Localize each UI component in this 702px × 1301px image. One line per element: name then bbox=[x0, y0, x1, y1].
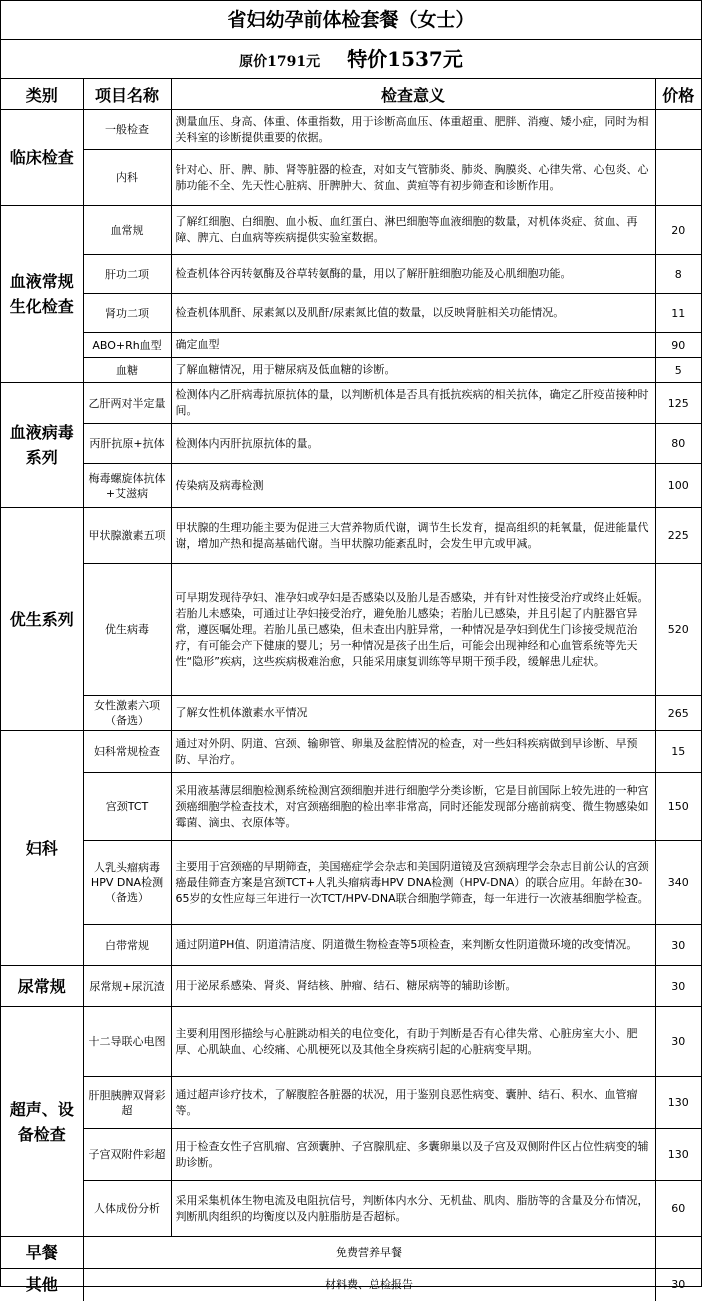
table-row bbox=[1, 925, 701, 966]
table-row bbox=[1, 841, 701, 925]
item-price: 340 bbox=[655, 841, 701, 925]
item-meaning: 了解女性机体激素水平情况 bbox=[171, 696, 655, 731]
table-row bbox=[1, 358, 701, 383]
category-breakfast: 早餐 bbox=[1, 1237, 83, 1269]
item-name: 优生病毒 bbox=[83, 564, 171, 696]
table-row bbox=[1, 1181, 701, 1237]
category-urine: 尿常规 bbox=[1, 966, 83, 1007]
item-name: 肾功二项 bbox=[83, 294, 171, 333]
category-gyn: 妇科 bbox=[1, 731, 83, 966]
item-price: 15 bbox=[655, 731, 701, 773]
item-price bbox=[655, 1237, 701, 1269]
item-name: 人体成份分析 bbox=[83, 1181, 171, 1237]
item-price: 100 bbox=[655, 464, 701, 508]
item-price: 20 bbox=[655, 206, 701, 255]
item-meaning: 确定血型 bbox=[171, 333, 655, 358]
item-meaning: 通过超声诊疗技术，了解腹腔各脏器的状况，用于鉴别良恶性病变、囊肿、结石、积水、血管瘤等。 bbox=[171, 1077, 655, 1129]
item-name: 血糖 bbox=[83, 358, 171, 383]
item-meaning: 采用液基薄层细胞检测系统检测宫颈细胞并进行细胞学分类诊断，它是目前国际上较先进的一种宫颈癌细胞学检查技术，对宫颈癌细胞的检出率非常高，同时还能发现部分癌前病变、微生物感染如霉菌、滴虫、衣原体等。 bbox=[171, 773, 655, 841]
item-meaning: 针对心、肝、脾、肺、肾等脏器的检查，对如支气管肺炎、肺炎、胸膜炎、心律失常、心包炎、心肺功能不全、先天性心脏病、肝脾肿大、贫血、黄疸等有初步筛查和诊断作用。 bbox=[171, 150, 655, 206]
item-meaning: 主要用于宫颈癌的早期筛查，美国癌症学会杂志和美国阴道镜及宫颈病理学会杂志目前公认的宫颈癌最佳筛查方案是宫颈TCT+人乳头瘤病毒HPV DNA检测（HPV-DNA）的联合应用。年龄在30-65岁的女性应每三年进行一次TCT/HPV-DNA联合细胞学筛查，每一年进行一次液基细胞学检查。 bbox=[171, 841, 655, 925]
item-price: 130 bbox=[655, 1129, 701, 1181]
item-name: 十二导联心电图 bbox=[83, 1007, 171, 1077]
item-price: 5 bbox=[655, 358, 701, 383]
price-line bbox=[1, 40, 701, 79]
item-name: 梅毒螺旋体抗体+艾滋病 bbox=[83, 464, 171, 508]
item-meaning: 了解红细胞、白细胞、血小板、血红蛋白、淋巴细胞等血液细胞的数量，对机体炎症、贫血、再障、脾亢、白血病等疾病提供实验室数据。 bbox=[171, 206, 655, 255]
item-price: 30 bbox=[655, 966, 701, 1007]
item-meaning: 通过阴道PH值、阴道清洁度、阴道微生物检查等5项检查，来判断女性阴道微环境的改变情况。 bbox=[171, 925, 655, 966]
table-row bbox=[1, 110, 701, 150]
item-name: 甲状腺激素五项 bbox=[83, 508, 171, 564]
item-meaning: 甲状腺的生理功能主要为促进三大营养物质代谢，调节生长发育，提高组织的耗氧量，促进能量代谢，增加产热和提高基础代谢。当甲状腺功能紊乱时，会发生甲亢或甲减。 bbox=[171, 508, 655, 564]
item-price: 30 bbox=[655, 1007, 701, 1077]
item-price bbox=[655, 110, 701, 150]
table-row bbox=[1, 333, 701, 358]
original-price: 原价1791元 bbox=[239, 54, 321, 70]
item-meaning: 检测体内丙肝抗原抗体的量。 bbox=[171, 424, 655, 464]
item-name: 一般检查 bbox=[83, 110, 171, 150]
table-row bbox=[1, 383, 701, 424]
header-price: 价格 bbox=[655, 79, 701, 110]
table-row bbox=[1, 508, 701, 564]
table-header-row bbox=[1, 79, 701, 110]
table-row bbox=[1, 150, 701, 206]
item-price: 90 bbox=[655, 333, 701, 358]
item-price: 125 bbox=[655, 383, 701, 424]
item-name: 妇科常规检查 bbox=[83, 731, 171, 773]
item-meaning: 采用采集机体生物电流及电阻抗信号，判断体内水分、无机盐、肌肉、脂肪等的含量及分布情况，判断肌肉组织的均衡度以及内脏脂肪是否超标。 bbox=[171, 1181, 655, 1237]
item-price: 30 bbox=[655, 925, 701, 966]
item-price: 11 bbox=[655, 294, 701, 333]
table-row bbox=[1, 564, 701, 696]
item-price: 520 bbox=[655, 564, 701, 696]
item-price bbox=[655, 150, 701, 206]
table-row bbox=[1, 1269, 701, 1301]
item-meaning: 测量血压、身高、体重、体重指数，用于诊断高血压、体重超重、肥胖、消瘦、矮小症，同时为相关科室的诊断提供重要的依据。 bbox=[171, 110, 655, 150]
item-price: 80 bbox=[655, 424, 701, 464]
category-other: 其他 bbox=[1, 1269, 83, 1301]
item-meaning: 检测体内乙肝病毒抗原抗体的量，以判断机体是否具有抵抗疾病的相关抗体，确定乙肝疫苗接种时间。 bbox=[171, 383, 655, 424]
item-price: 8 bbox=[655, 255, 701, 294]
item-meaning: 检查机体肌酐、尿素氮以及肌酐/尿素氮比值的数量，以反映肾脏相关功能情况。 bbox=[171, 294, 655, 333]
item-price: 225 bbox=[655, 508, 701, 564]
table-row bbox=[1, 1237, 701, 1269]
checkup-table bbox=[1, 79, 701, 1301]
item-name: 女性激素六项（备选） bbox=[83, 696, 171, 731]
table-row bbox=[1, 294, 701, 333]
item-price: 60 bbox=[655, 1181, 701, 1237]
special-price: 特价1537元 bbox=[347, 47, 463, 71]
header-category: 类别 bbox=[1, 79, 83, 110]
table-row bbox=[1, 1077, 701, 1129]
category-ultrasound: 超声、设备检查 bbox=[1, 1007, 83, 1237]
category-clinical: 临床检查 bbox=[1, 110, 83, 206]
table-row bbox=[1, 1129, 701, 1181]
item-name: ABO+Rh血型 bbox=[83, 333, 171, 358]
item-name: 白带常规 bbox=[83, 925, 171, 966]
item-meaning: 通过对外阴、阴道、宫颈、输卵管、卵巢及盆腔情况的检查，对一些妇科疾病做到早诊断、早预防、早治疗。 bbox=[171, 731, 655, 773]
item-name: 肝功二项 bbox=[83, 255, 171, 294]
item-name: 尿常规+尿沉渣 bbox=[83, 966, 171, 1007]
category-eugenic: 优生系列 bbox=[1, 508, 83, 731]
table-row bbox=[1, 424, 701, 464]
item-price: 130 bbox=[655, 1077, 701, 1129]
table-row bbox=[1, 464, 701, 508]
table-row bbox=[1, 255, 701, 294]
page-title: 省妇幼孕前体检套餐（女士） bbox=[1, 1, 701, 40]
item-price: 265 bbox=[655, 696, 701, 731]
item-meaning: 检查机体谷丙转氨酶及谷草转氨酶的量，用以了解肝脏细胞功能及心肌细胞功能。 bbox=[171, 255, 655, 294]
table-row bbox=[1, 966, 701, 1007]
item-name: 乙肝两对半定量 bbox=[83, 383, 171, 424]
item-name: 丙肝抗原+抗体 bbox=[83, 424, 171, 464]
item-price: 30 bbox=[655, 1269, 701, 1301]
header-item: 项目名称 bbox=[83, 79, 171, 110]
header-meaning: 检查意义 bbox=[171, 79, 655, 110]
item-meaning: 传染病及病毒检测 bbox=[171, 464, 655, 508]
table-row bbox=[1, 1007, 701, 1077]
item-name: 内科 bbox=[83, 150, 171, 206]
table-row bbox=[1, 696, 701, 731]
item-meaning: 了解血糖情况，用于糖尿病及低血糖的诊断。 bbox=[171, 358, 655, 383]
table-row bbox=[1, 206, 701, 255]
category-virus: 血液病毒系列 bbox=[1, 383, 83, 508]
item-name: 人乳头瘤病毒HPV DNA检测（备选） bbox=[83, 841, 171, 925]
item-name: 血常规 bbox=[83, 206, 171, 255]
item-meaning: 材料费、总检报告 bbox=[83, 1269, 655, 1301]
item-meaning: 用于检查女性子宫肌瘤、宫颈囊肿、子宫腺肌症、多囊卵巢以及子宫及双侧附件区占位性病变的辅助诊断。 bbox=[171, 1129, 655, 1181]
item-meaning: 用于泌尿系感染、肾炎、肾结核、肿瘤、结石、糖尿病等的辅助诊断。 bbox=[171, 966, 655, 1007]
item-meaning: 主要利用图形描绘与心脏跳动相关的电位变化，有助于判断是否有心律失常、心脏房室大小、肥厚、心肌缺血、心绞痛、心肌梗死以及其他全身疾病引起的心脏病变早期。 bbox=[171, 1007, 655, 1077]
item-price: 150 bbox=[655, 773, 701, 841]
item-name: 肝胆胰脾双肾彩超 bbox=[83, 1077, 171, 1129]
item-meaning: 可早期发现待孕妇、准孕妇或孕妇是否感染以及胎儿是否感染，并有针对性接受治疗或终止妊娠。若胎儿未感染，可通过让孕妇接受治疗，避免胎儿感染；若胎儿已感染，并且引起了内脏器官异常，遵医嘱处理。若胎儿虽已感染，但未查出内脏异常，一种情况是孕妇到优生门诊接受规范治疗，有可能会产下健康的婴儿；另一种情况是孩子出生后，可能会出现神经和心血管系统等先天性“隐形”疾病，这些疾病极难治愈，只能采用康复训练等早期干预手段，缓解患儿症状。 bbox=[171, 564, 655, 696]
item-meaning: 免费营养早餐 bbox=[83, 1237, 655, 1269]
item-name: 宫颈TCT bbox=[83, 773, 171, 841]
item-name: 子宫双附件彩超 bbox=[83, 1129, 171, 1181]
table-row bbox=[1, 731, 701, 773]
table-row bbox=[1, 773, 701, 841]
category-blood-bio: 血液常规生化检查 bbox=[1, 206, 83, 383]
